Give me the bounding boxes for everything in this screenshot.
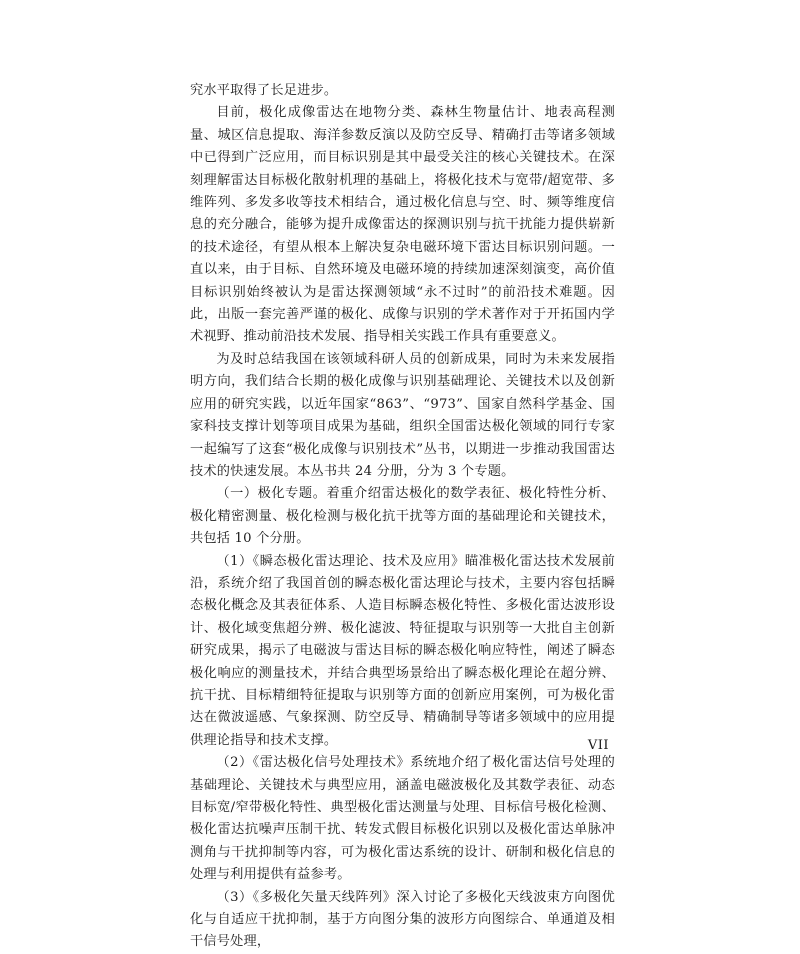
- paragraph-topic-heading: （一）极化专题。着重介绍雷达极化的数学表征、极化特性分析、极化精密测量、极化检测与极化抗干扰等方面的基础理论和关键技术，共包括 10 个分册。: [190, 486, 615, 547]
- paragraph: 目前，极化成像雷达在地物分类、森林生物量估计、地表高程测量、城区信息提取、海洋参数反演以及防空反导、精确打击等诸多领域中已得到广泛应用，而目标识别是其中最受关注的核心关键技术。在深刻理解雷达目标极化散射机理的基础上，将极化技术与宽带/超宽带、多维阵列、多发多收等技术相结合，通过极化信息与空、时、频等维度信息的充分融合，能够为提升成像雷达的探测识别与抗干扰能力提供崭新的技术途径，有望从根本上解决复杂电磁环境下雷达目标识别问题。一直以来，由于目标、自然环境及电磁环境的持续加速深刻演变，高价值目标识别始终被认为是雷达探测领域“永不过时”的前沿技术难题。因此，出版一套完善严谨的极化、成像与识别的学术著作对于开拓国内学术视野、推动前沿技术发展、指导相关实践工作具有重要意义。: [190, 105, 615, 345]
- paragraph-book-2: （2）《雷达极化信号处理技术》系统地介绍了极化雷达信号处理的基础理论、关键技术与典型应用，涵盖电磁波极化及其数学表征、动态目标宽/窄带极化特性、典型极化雷达测量与处理、目标信号极化检测、极化雷达抗噪声压制干扰、转发式假目标极化识别以及极化雷达单脉冲测角与干扰抑制等内容，可为极化雷达系统的设计、研制和极化信息的处理与利用提供有益参考。: [190, 755, 615, 883]
- paragraph-book-1: （1）《瞬态极化雷达理论、技术及应用》瞄准极化雷达技术发展前沿，系统介绍了我国首创的瞬态极化雷达理论与技术，主要内容包括瞬态极化概念及其表征体系、人造目标瞬态极化特性、多极化雷达波形设计、极化域变焦超分辨、极化滤波、特征提取与识别等一大批自主创新研究成果，揭示了电磁波与雷达目标的瞬态极化响应特性，阐述了瞬态极化响应的测量技术，并结合典型场景给出了瞬态极化理论在超分辨、抗干扰、目标精细特征提取与识别等方面的创新应用案例，可为极化雷达在微波遥感、气象探测、防空反导、精确制导等诸多领域中的应用提供理论指导和技术支撑。: [190, 553, 615, 748]
- paragraph: 为及时总结我国在该领域科研人员的创新成果，同时为未来发展指明方向，我们结合长期的极化成像与识别基础理论、关键技术以及创新应用的研究实践，以近年国家“863”、“973”、国家自然科学基金、国家科技支撑计划等项目成果为基础，组织全国雷达极化领域的同行专家一起编写了这套“极化成像与识别技术”丛书，以期进一步推动我国雷达技术的快速发展。本丛书共 24 分册，分为 3 个专题。: [190, 351, 615, 479]
- paragraph-continued: 究水平取得了长足进步。: [190, 83, 338, 98]
- page-number: VII: [587, 738, 609, 753]
- paragraph-book-3: （3）《多极化矢量天线阵列》深入讨论了多极化天线波束方向图优化与自适应干扰抑制，基于方向图分集的波形方向图综合、单通道及相干信号处理，: [190, 889, 615, 950]
- body-text: [190, 80, 615, 954]
